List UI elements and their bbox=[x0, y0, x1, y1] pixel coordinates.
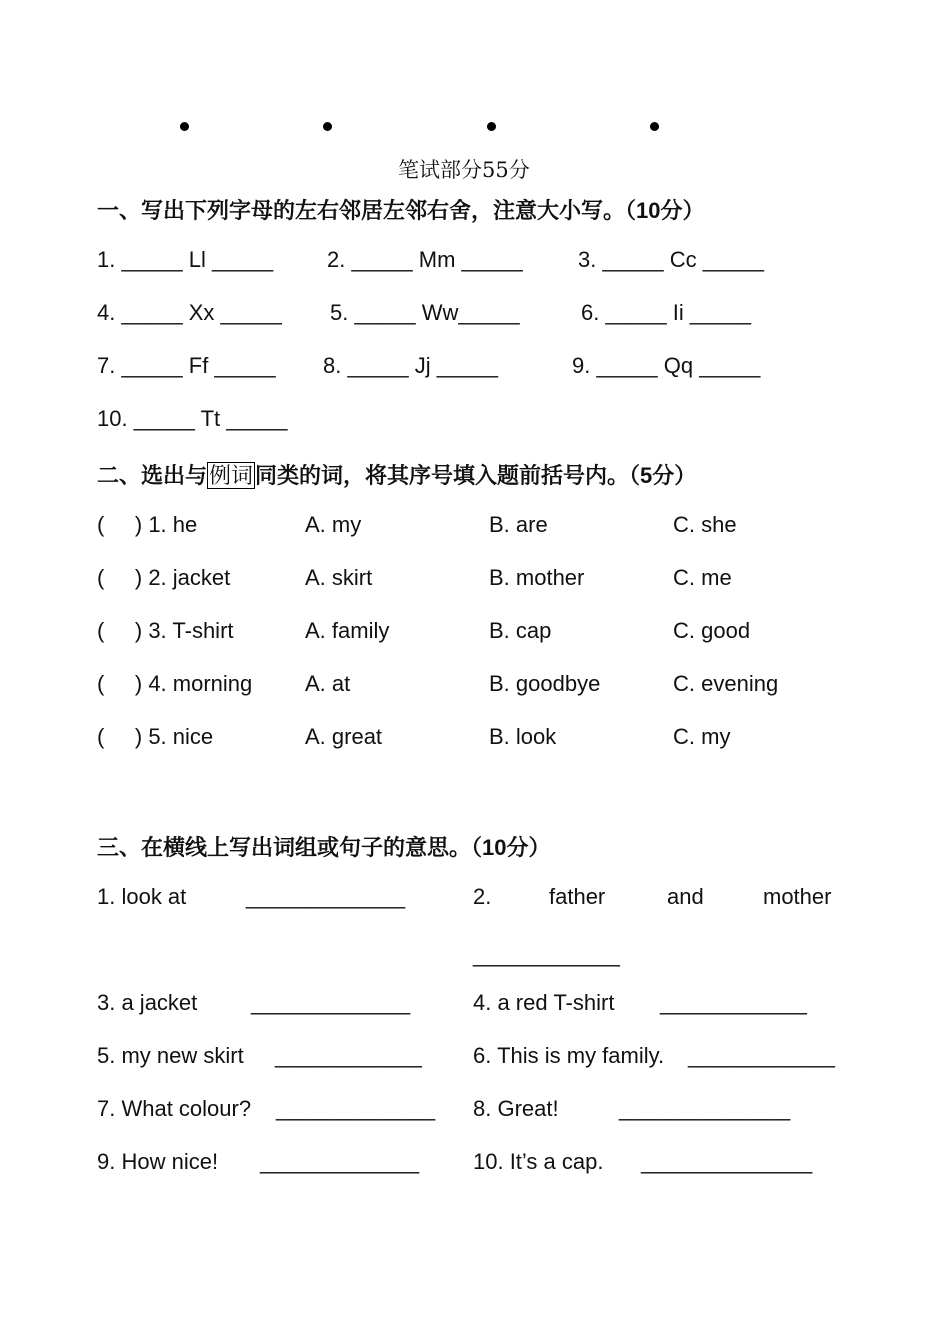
choice-option-b: B. mother bbox=[489, 565, 585, 590]
choice-option-c: C. evening bbox=[673, 671, 779, 696]
translate-blank: ____________ bbox=[275, 1043, 422, 1068]
translate-item-word: and bbox=[667, 884, 704, 909]
choice-option-c: C. she bbox=[673, 512, 737, 537]
translate-item: 5. my new skirt bbox=[97, 1043, 244, 1068]
translate-blank: _____________ bbox=[246, 884, 406, 909]
translate-blank: ____________ bbox=[688, 1043, 835, 1068]
translate-blank: ______________ bbox=[641, 1149, 813, 1174]
choice-option-b: B. goodbye bbox=[489, 671, 601, 696]
translate-blank: _____________ bbox=[251, 990, 411, 1015]
translate-item: 3. a jacket bbox=[97, 990, 198, 1015]
translate-item-word: mother bbox=[763, 884, 832, 909]
letter-item: 1. _____ Ll _____ bbox=[97, 247, 274, 272]
choice-question: ( ) 4. morning bbox=[97, 671, 253, 696]
decorative-dot bbox=[487, 122, 496, 131]
page-title: 笔试部分55分 bbox=[398, 158, 530, 182]
choice-option-c: C. my bbox=[673, 724, 731, 749]
decorative-dot bbox=[323, 122, 332, 131]
choice-option-a: A. family bbox=[305, 618, 390, 643]
choice-option-a: A. great bbox=[305, 724, 383, 749]
translate-blank: ____________ bbox=[660, 990, 807, 1015]
choice-question: ( ) 5. nice bbox=[97, 724, 214, 749]
choice-option-b: B. cap bbox=[489, 618, 552, 643]
letter-item: 5. _____ Ww_____ bbox=[330, 300, 520, 325]
translate-blank: _____________ bbox=[260, 1149, 420, 1174]
choice-option-b: B. look bbox=[489, 724, 557, 749]
section2-heading-boxed: 例词 bbox=[209, 463, 254, 488]
translate-item: 6. This is my family. bbox=[473, 1043, 665, 1068]
translate-item: 1. look at bbox=[97, 884, 187, 909]
choice-option-c: C. good bbox=[673, 618, 751, 643]
translate-item: 9. How nice! bbox=[97, 1149, 219, 1174]
choice-option-a: A. skirt bbox=[305, 565, 373, 590]
section2-heading bbox=[97, 459, 696, 490]
choice-question: ( ) 1. he bbox=[97, 512, 198, 537]
letter-item: 8. _____ Jj _____ bbox=[323, 353, 498, 378]
letter-item: 6. _____ Ii _____ bbox=[581, 300, 752, 325]
translate-blank: _____________ bbox=[276, 1096, 436, 1121]
translate-blank: ____________ bbox=[473, 942, 620, 967]
translate-item: 8. Great! bbox=[473, 1096, 559, 1121]
translate-item-word: father bbox=[549, 884, 606, 909]
choice-option-a: A. my bbox=[305, 512, 362, 537]
letter-item: 7. _____ Ff _____ bbox=[97, 353, 276, 378]
section2-heading-pre: 二、选出与 bbox=[97, 463, 208, 488]
decorative-dot bbox=[180, 122, 189, 131]
letter-item: 2. _____ Mm _____ bbox=[327, 247, 523, 272]
translate-item: 7. What colour? bbox=[97, 1096, 252, 1121]
choice-question: ( ) 2. jacket bbox=[97, 565, 231, 590]
section1-heading: 一、写出下列字母的左右邻居左邻右舍，注意大小写。（10分） bbox=[97, 198, 705, 223]
letter-item: 3. _____ Cc _____ bbox=[578, 247, 764, 272]
decorative-dot bbox=[650, 122, 659, 131]
letter-item: 10. _____ Tt _____ bbox=[97, 406, 288, 431]
letter-item: 9. _____ Qq _____ bbox=[572, 353, 761, 378]
section3-heading: 三、在横线上写出词组或句子的意思。（10分） bbox=[97, 835, 551, 860]
translate-blank: ______________ bbox=[619, 1096, 791, 1121]
choice-option-a: A. at bbox=[305, 671, 351, 696]
choice-option-b: B. are bbox=[489, 512, 548, 537]
choice-option-c: C. me bbox=[673, 565, 732, 590]
translate-item: 4. a red T-shirt bbox=[473, 990, 615, 1015]
translate-item-number: 2. bbox=[473, 884, 492, 909]
letter-item: 4. _____ Xx _____ bbox=[97, 300, 282, 325]
translate-item: 10. It’s a cap. bbox=[473, 1149, 604, 1174]
section2-heading-post: 同类的词，将其序号填入题前括号内。（5分） bbox=[255, 463, 697, 488]
choice-question: ( ) 3. T-shirt bbox=[97, 618, 234, 643]
